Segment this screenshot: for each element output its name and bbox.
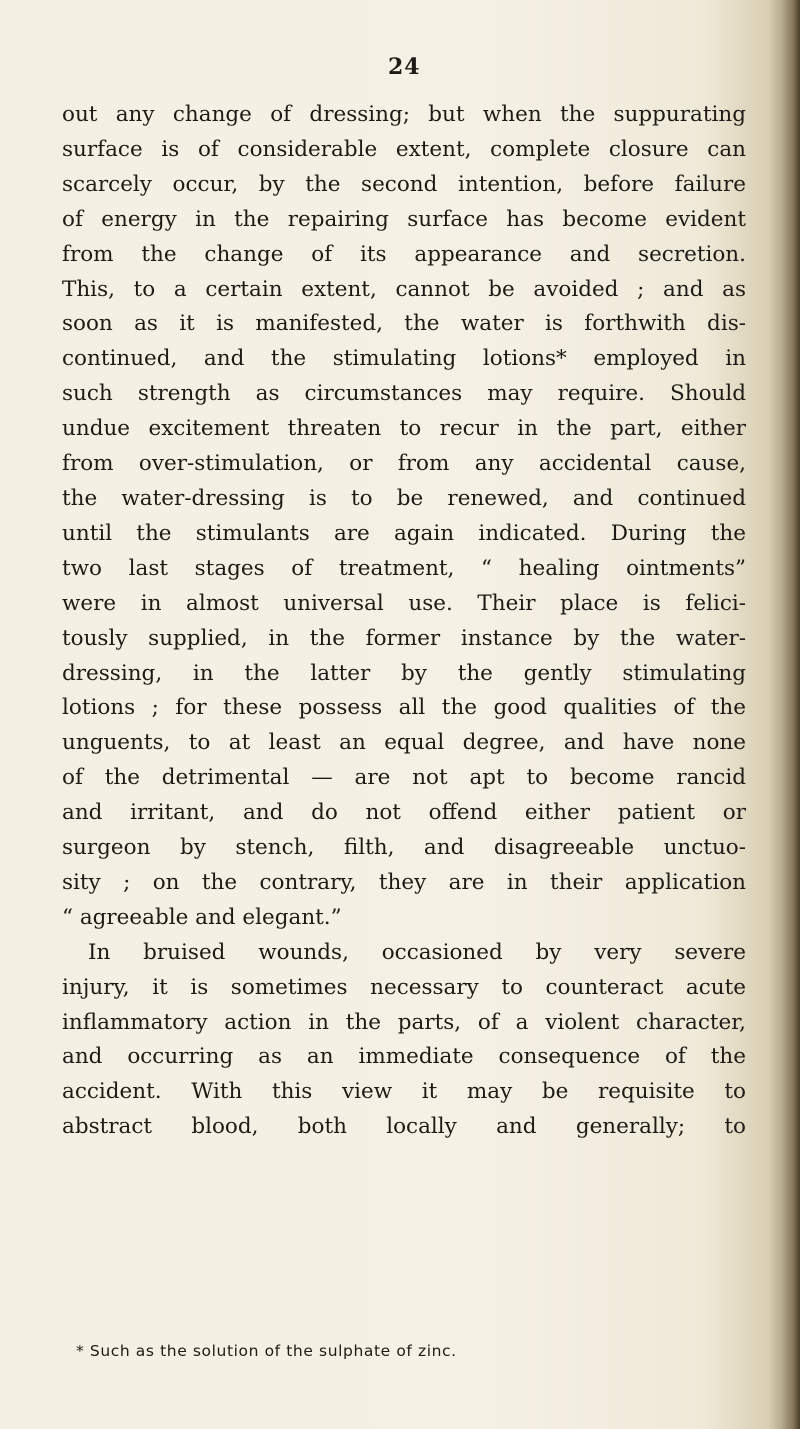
text-line: of energy in the repairing surface has become evident xyxy=(62,206,746,232)
text-line: tously supplied, in the former instance by the water- xyxy=(62,625,746,651)
text-line: continued, and the stimulating lotions* employed in xyxy=(62,346,746,372)
text-line: injury, it is sometimes necessary to counteract acute xyxy=(62,974,746,1000)
text-line: dressing, in the latter by the gently stimulating xyxy=(62,660,746,686)
text-line: “ agreeable and elegant.” xyxy=(62,904,342,930)
text-line: lotions ; for these possess all the good qualities of the xyxy=(62,695,746,721)
text-line: and occurring as an immediate consequence of the xyxy=(62,1044,746,1070)
footnote: * Such as the solution of the sulphate of zinc. xyxy=(76,1342,457,1360)
text-line: from over-stimulation, or from any accidental cause, xyxy=(62,451,746,477)
text-line: sity ; on the contrary, they are in their application xyxy=(62,869,746,895)
text-line: undue excitement threaten to recur in the part, either xyxy=(62,416,746,442)
text-line: scarcely occur, by the second intention, before failure xyxy=(62,171,746,197)
text-line: out any change of dressing; but when the suppurating xyxy=(62,102,746,127)
text-line: until the stimulants are again indicated. During the xyxy=(62,520,746,546)
text-line: of the detrimental — are not apt to become rancid xyxy=(62,765,746,791)
text-line: soon as it is manifested, the water is forthwith dis- xyxy=(62,311,746,337)
text-line: In bruised wounds, occasioned by very severe xyxy=(88,939,746,965)
text-line: two last stages of treatment, “ healing ointments” xyxy=(62,555,746,581)
text-line: surgeon by stench, filth, and disagreeable unctuo- xyxy=(62,835,746,861)
text-line: such strength as circumstances may require. Should xyxy=(62,381,746,407)
page-edge-shadow xyxy=(782,0,800,1429)
text-line: accident. With this view it may be requisite to xyxy=(62,1079,746,1105)
text-line: unguents, to at least an equal degree, and have none xyxy=(62,730,746,756)
body-text xyxy=(62,98,746,1145)
page-number: 24 xyxy=(388,54,421,80)
text-line: This, to a certain extent, cannot be avoided ; and as xyxy=(62,276,746,302)
text-line: were in almost universal use. Their place is felici- xyxy=(62,590,746,616)
text-line: the water-dressing is to be renewed, and continued xyxy=(62,485,746,511)
text-line: abstract blood, both locally and generally; to xyxy=(62,1114,746,1140)
text-line: surface is of considerable extent, complete closure can xyxy=(62,136,746,162)
text-line: inflammatory action in the parts, of a violent character, xyxy=(62,1009,746,1035)
text-line: from the change of its appearance and secretion. xyxy=(62,241,746,267)
text-line: and irritant, and do not offend either patient or xyxy=(62,800,746,826)
